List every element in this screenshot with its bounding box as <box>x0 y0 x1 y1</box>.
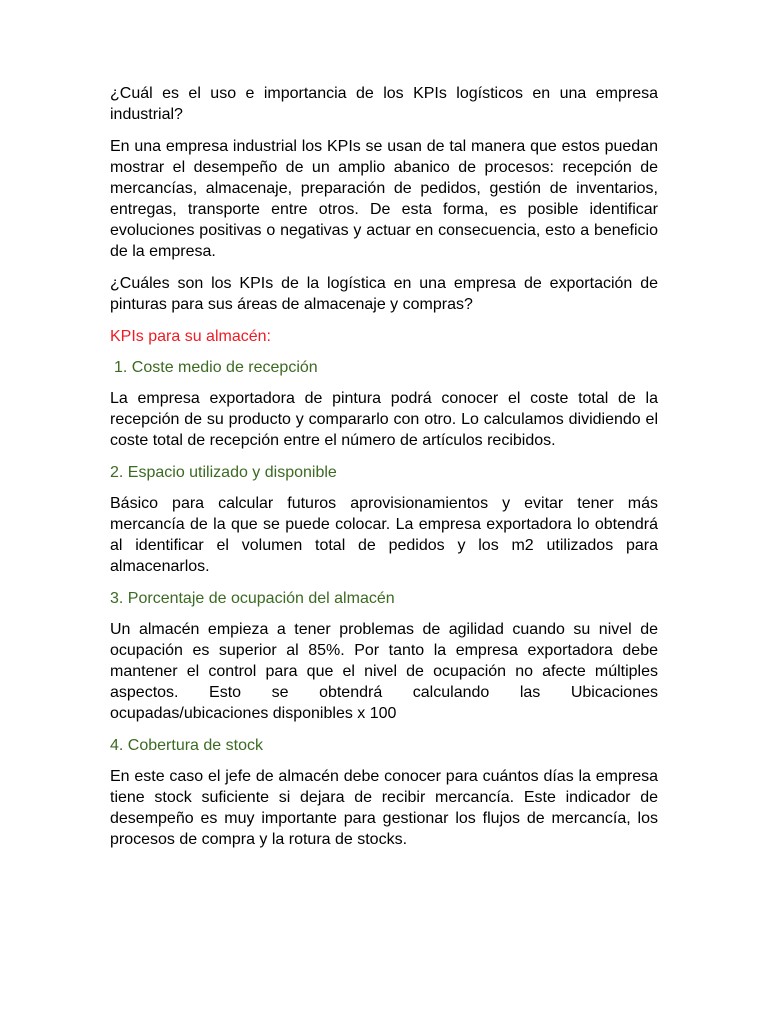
kpi-body-1: La empresa exportadora de pintura podrá conocer el coste total de la recepción de su producto y compararlo con otro. Lo calculamos dividiendo el coste total de recepción entre el número de artículos recibidos. <box>110 390 658 449</box>
kpi-body-3: Un almacén empieza a tener problemas de agilidad cuando su nivel de ocupación es superior al 85%. Por tanto la empresa exportadora debe mantener el control para que el nivel de ocupación no afecte múltiples aspectos. Esto se obtendrá calculando las Ubicaciones ocupadas/ubicaciones disponibles x 100 <box>110 621 658 722</box>
kpi-heading-2: 2. Espacio utilizado y disponible <box>110 464 337 481</box>
kpi-body-2: Básico para calcular futuros aprovisionamientos y evitar tener más mercancía de la que se puede colocar. La empresa exportadora lo obtendrá al identificar el volumen total de pedidos y los m2 utilizados para almacenarlos. <box>110 495 658 575</box>
kpi-heading-3: 3. Porcentaje de ocupación del almacén <box>110 590 395 607</box>
section-heading-warehouse-kpis: KPIs para su almacén: <box>110 328 271 345</box>
kpi-heading-1: 1. Coste medio de recepción <box>114 359 318 376</box>
kpi-body-4: En este caso el jefe de almacén debe conocer para cuántos días la empresa tiene stock suficiente si dejara de recibir mercancía. Este indicador de desempeño es muy importante para gestionar los flujos de mercancía, los procesos de compra y la rotura de stocks. <box>110 768 658 848</box>
question-kpi-usage: ¿Cuál es el uso e importancia de los KPIs logísticos en una empresa industrial? <box>110 85 658 123</box>
answer-kpi-usage: En una empresa industrial los KPIs se usan de tal manera que estos puedan mostrar el desempeño de un amplio abanico de procesos: recepción de mercancías, almacenaje, preparación de pedidos, gestión de inventarios, entregas, transporte entre otros. De esta forma, es posible identificar evoluciones positivas o negativas y actuar en consecuencia, esto a beneficio de la empresa. <box>110 138 658 260</box>
question-kpi-list: ¿Cuáles son los KPIs de la logística en una empresa de exportación de pinturas para sus áreas de almacenaje y compras? <box>110 275 658 313</box>
kpi-heading-4: 4. Cobertura de stock <box>110 737 263 754</box>
